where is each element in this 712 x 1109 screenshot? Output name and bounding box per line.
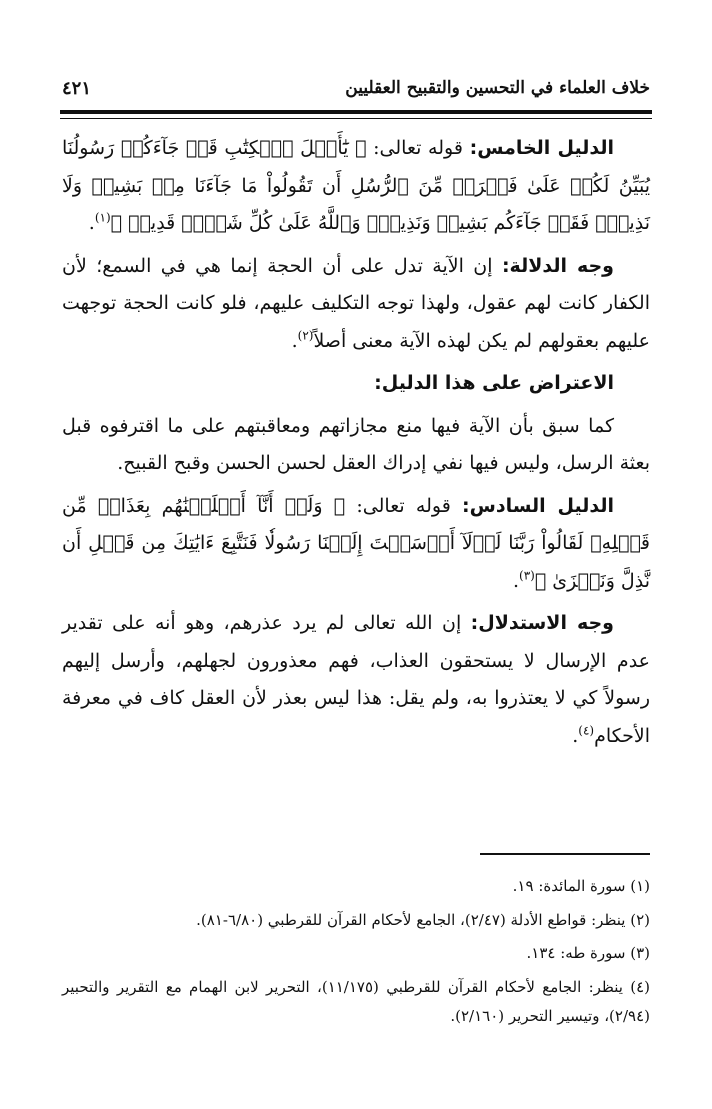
paragraph-sixth-evidence: الدليل السادس: قوله تعالى: ﴿ وَلَوۡ أَنَّآ أَهۡلَكۡنَٰهُم بِعَذَابٖ مِّن قَبۡلِهِۦ لَقَالُواْ رَبَّنَا لَوۡلَآ أَرۡسَلۡتَ إِلَيۡنَا رَسُولٗا فَنَتَّبِعَ ءَايَٰتِكَ مِن قَبۡلِ أَن نَّذِلَّ وَنَخۡزَىٰ ﴾$^{(٣)}$. — [62, 494, 650, 592]
footnote-ref-3: (٣) — [519, 568, 535, 583]
quran-verse-1: قوله تعالى: ﴿ يَٰٓأَهۡلَ ٱلۡكِتَٰبِ قَدۡ جَآءَكُمۡ رَسُولُنَا يُبَيِّنُ لَكُمۡ عَلَىٰ فَتۡرَةٖ مِّنَ ٱلرُّسُلِ أَن تَقُولُواْ مَا جَآءَنَا مِنۢ بَشِيرٖ وَلَا نَذِيرٖۖ فَقَدۡ جَآءَكُم بَشِيرٞ وَنَذِيرٞۗ وَٱللَّهُ عَلَىٰ كُلِّ شَيۡءٖ قَدِيرٞ ﴾ — [62, 137, 650, 234]
footnote-ref-2: (٢) — [297, 328, 314, 343]
label-sixth-evidence: الدليل السادس: — [462, 494, 614, 517]
inference-text: إن الله تعالى لم يرد عذرهم، وهو أنه على تقدير عدم الإرسال لا يستحقون العذاب، فهم معذورون لجهلهم، وأرسل إليهم رسولاً كي لا يعتذروا به، ولم يقل: هذا ليس بعذر لأن العقل كاف في معرفة الأحكام — [62, 612, 650, 747]
footnote-3: (٣) سورة طه: ١٣٤. — [526, 944, 650, 962]
main-text — [62, 130, 650, 760]
label-indication: وجه الدلالة: — [501, 254, 614, 277]
label-fifth-evidence: الدليل الخامس: — [469, 137, 615, 159]
header-rule-thin — [60, 118, 652, 119]
footnote-4: (٤) ينظر: الجامع لأحكام القرآن للقرطبي (١١/١٧٥)، التحرير لابن الهمام مع التقرير والتحبير (٢/٩٤)، وتيسير التحرير (٢/١٦٠). — [62, 977, 650, 1025]
footnote-2: (٢) ينظر: قواطع الأدلة (٢/٤٧)، الجامع لأحكام القرآن للقرطبي (٦/٨٠-٨١). — [196, 910, 650, 929]
footnote-separator — [480, 853, 650, 855]
paragraph-inference: وجه الاستدلال: إن الله تعالى لم يرد عذرهم، وهو أنه على تقدير عدم الإرسال لا يستحقون العذاب، فهم معذورون لجهلهم، وأرسل إليهم رسولاً كي لا يعتذروا به، ولم يقل: هذا ليس بعذر لأن العقل كاف في معرفة الأحكام$^{(٤)}$. — [62, 612, 650, 747]
page-number: ٤٢١ — [62, 78, 92, 99]
header-title: خلاف العلماء في التحسين والتقبيح العقليين — [345, 78, 650, 98]
objection-heading: الاعتراض على هذا الدليل: — [374, 372, 614, 394]
header-rule-thick — [60, 110, 652, 114]
running-header — [62, 72, 650, 106]
footnote-1: (١) سورة المائدة: ١٩. — [512, 877, 650, 895]
footnote-ref-1: (١) — [94, 210, 111, 225]
indication-text: إن الآية تدل على أن الحجة إنما هي في السمع؛ لأن الكفار كانت لهم عقول، ولهذا توجه التكليف عليهم، فلو كانت الحجة توجهت عليهم بعقولهم لم يكن لهذه الآية معنى أصلاً — [62, 254, 650, 352]
footnotes — [62, 872, 650, 1036]
quran-verse-2: قوله تعالى: ﴿ وَلَوۡ أَنَّآ أَهۡلَكۡنَٰهُم بِعَذَابٖ مِّن قَبۡلِهِۦ لَقَالُواْ رَبَّنَا لَوۡلَآ أَرۡسَلۡتَ إِلَيۡنَا رَسُولٗا فَنَتَّبِعَ ءَايَٰتِكَ مِن قَبۡلِ أَن نَّذِلَّ وَنَخۡزَىٰ ﴾ — [62, 494, 650, 592]
label-inference: وجه الاستدلال: — [470, 612, 614, 634]
paragraph-objection: كما سبق بأن الآية فيها منع مجازاتهم ومعاقبتهم على ما اقترفوه قبل بعثة الرسل، وليس فيها نفي إدراك العقل لحسن الحسن وقبح القبيح. — [62, 414, 650, 474]
footnote-ref-4: (٤) — [578, 723, 595, 738]
paragraph-indication: وجه الدلالة: إن الآية تدل على أن الحجة إنما هي في السمع؛ لأن الكفار كانت لهم عقول، ولهذا توجه التكليف عليهم، فلو كانت الحجة توجهت عليهم بعقولهم لم يكن لهذه الآية معنى أصلاً$^{(٢)}$. — [62, 254, 650, 352]
paragraph-fifth-evidence: الدليل الخامس: قوله تعالى: ﴿ يَٰٓأَهۡلَ ٱلۡكِتَٰبِ قَدۡ جَآءَكُمۡ رَسُولُنَا يُبَيِّنُ لَكُمۡ عَلَىٰ فَتۡرَةٖ مِّنَ ٱلرُّسُلِ أَن تَقُولُواْ مَا جَآءَنَا مِنۢ بَشِيرٖ وَلَا نَذِيرٖۖ فَقَدۡ جَآءَكُم بَشِيرٞ وَنَذِيرٞۗ وَٱللَّهُ عَلَىٰ كُلِّ شَيۡءٖ قَدِيرٞ ﴾$^{(١)}$. — [62, 137, 650, 234]
